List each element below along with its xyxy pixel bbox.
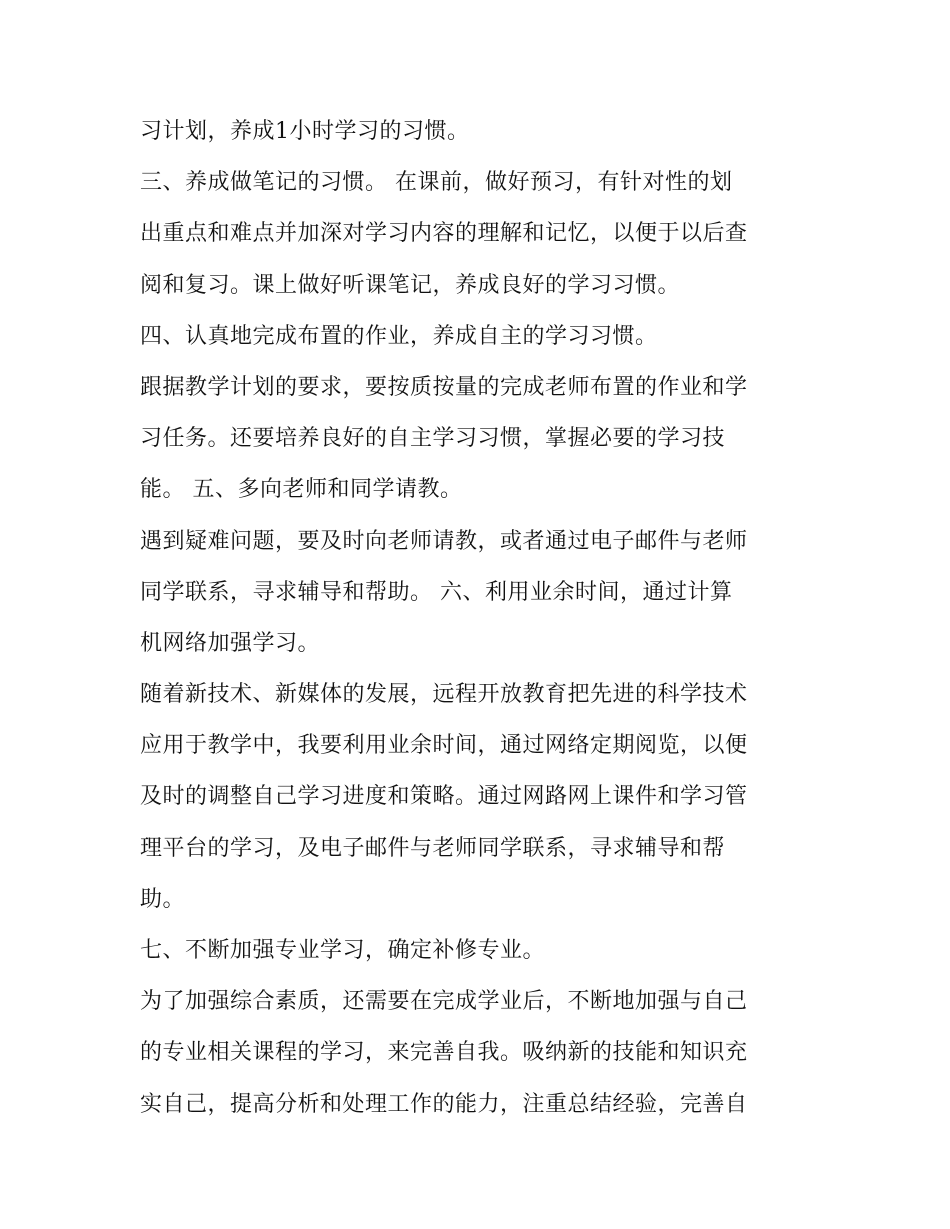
text-line: 及时的调整自己学习进度和策略。通过网路网上课件和学习管 [140, 784, 748, 810]
text-line: 机网络加强学习。 [140, 630, 321, 656]
text-line: 跟据教学计划的要求，要按质按量的完成老师布置的作业和学 [140, 374, 748, 400]
text-line: 为了加强综合素质，还需要在完成学业后，不断地加强与自己 [140, 989, 748, 1015]
text-line: 习任务。还要培养良好的自主学习习惯，掌握必要的学习技 [140, 426, 726, 452]
text-line: 应用于教学中，我要利用业余时间，通过网络定期阅览，以便 [140, 733, 748, 759]
text-line: 出重点和难点并加深对学习内容的理解和记忆，以便于以后查 [140, 221, 748, 247]
text-line: 随着新技术、新媒体的发展，远程开放教育把先进的科学技术 [140, 682, 748, 708]
text-line: 阅和复习。课上做好听课笔记，养成良好的学习习惯。 [140, 272, 681, 298]
text-line: 遇到疑难问题，要及时向老师请教，或者通过电子邮件与老师 [140, 528, 748, 554]
section-heading-six: 同学联系，寻求辅导和帮助。 六、利用业余时间，通过计算 [140, 579, 733, 605]
text-line: 的专业相关课程的学习，来完善自我。吸纳新的技能和知识充 [140, 1040, 748, 1066]
text-line: 理平台的学习，及电子邮件与老师同学联系，寻求辅导和帮 [140, 835, 726, 861]
section-heading-three: 三、养成做笔记的习惯。 在课前，做好预习，有针对性的划 [140, 170, 733, 196]
text-line: 实自己，提高分析和处理工作的能力，注重总结经验，完善自 [140, 1091, 748, 1117]
section-heading-seven: 七、不断加强专业学习，确定补修专业。 [140, 938, 546, 963]
text-line: 习计划，养成1小时学习的习惯。 [140, 119, 470, 144]
section-heading-five: 能。 五、多向老师和同学请教。 [140, 477, 463, 503]
text-line: 助。 [140, 886, 186, 912]
section-heading-four: 四、认真地完成布置的作业，养成自主的学习习惯。 [140, 323, 658, 349]
document-body [140, 106, 820, 1130]
